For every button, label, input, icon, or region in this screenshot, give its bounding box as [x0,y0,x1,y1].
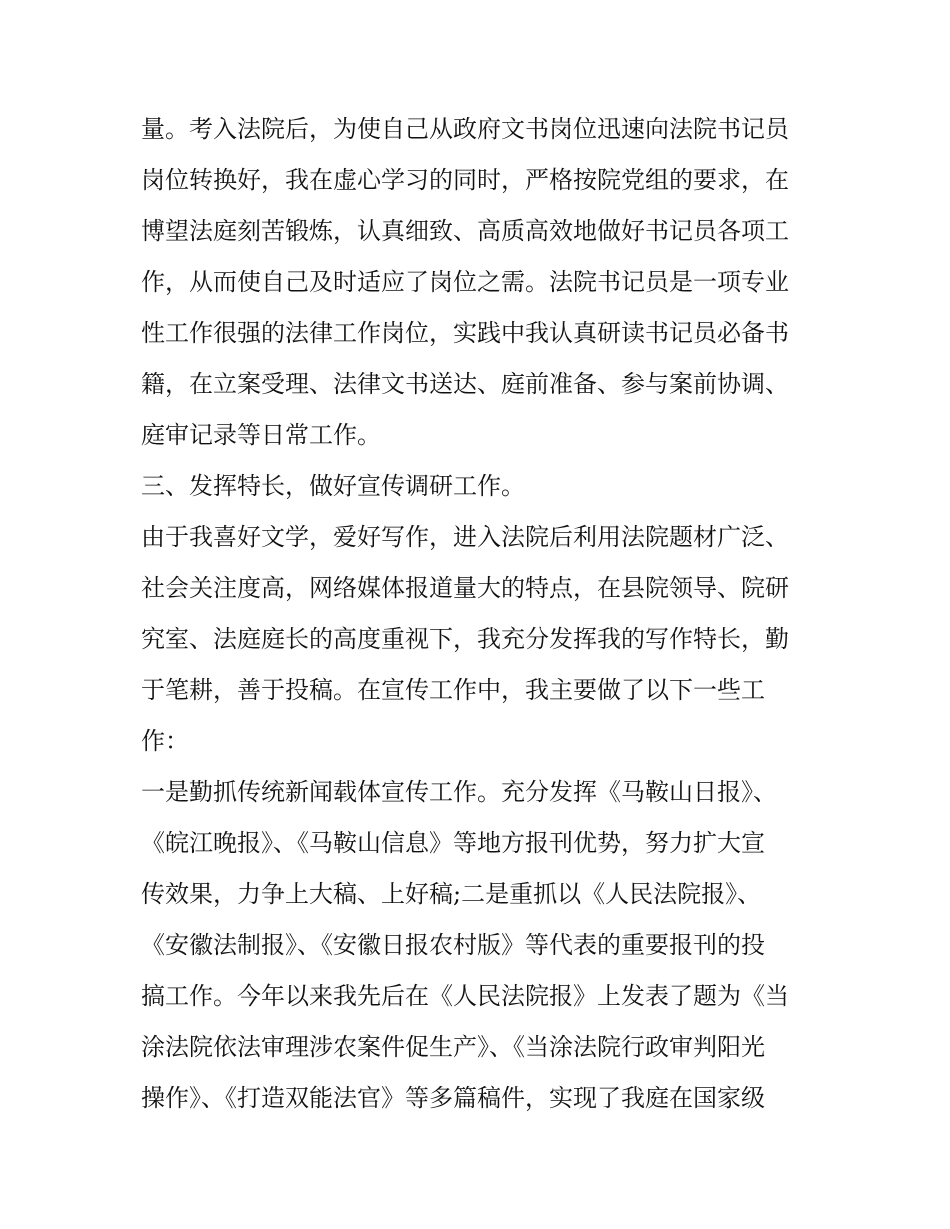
text-line: 博望法庭刻苦锻炼，认真细致、高质高效地做好书记员各项工 [141,217,789,245]
text-line: 操作》、《打造双能法官》等多篇稿件，实现了我庭在国家级 [141,1084,765,1112]
text-line: 《安徽法制报》、《安徽日报农村版》等代表的重要报刊的投 [141,931,765,959]
text-line: 岗位转换好，我在虚心学习的同时，严格按院党组的要求，在 [141,166,789,194]
text-line: 性工作很强的法律工作岗位，实践中我认真研读书记员必备书 [141,319,789,347]
text-line: 社会关注度高，网络媒体报道量大的特点，在县院领导、院研 [141,574,789,602]
text-line: 《皖江晚报》、《马鞍山信息》等地方报刊优势，努力扩大宣 [141,829,765,857]
text-line: 于笔耕，善于投稿。在宣传工作中，我主要做了以下一些工 [141,676,765,704]
text-line: 作： [141,727,189,755]
section-heading: 三、发挥特长，做好宣传调研工作。 [141,472,525,500]
text-line: 搞工作。今年以来我先后在《人民法院报》上发表了题为《当 [141,982,789,1010]
text-line: 涂法院依法审理涉农案件促生产》、《当涂法院行政审判阳光 [141,1033,765,1061]
text-line: 作，从而使自己及时适应了岗位之需。法院书记员是一项专业 [141,268,789,296]
text-line: 籍，在立案受理、法律文书送达、庭前准备、参与案前协调、 [141,370,789,398]
text-line: 传效果，力争上大稿、上好稿;二是重抓以《人民法院报》、 [141,880,762,908]
text-line: 一是勤抓传统新闻载体宣传工作。充分发挥《马鞍山日报》、 [141,778,777,806]
body-text [141,104,821,1124]
text-line: 由于我喜好文学，爱好写作，进入法院后利用法院题材广泛、 [141,523,789,551]
text-line: 庭审记录等日常工作。 [141,421,381,449]
text-line: 究室、法庭庭长的高度重视下，我充分发挥我的写作特长，勤 [141,625,789,653]
text-line: 量。考入法院后，为使自己从政府文书岗位迅速向法院书记员 [141,115,789,143]
